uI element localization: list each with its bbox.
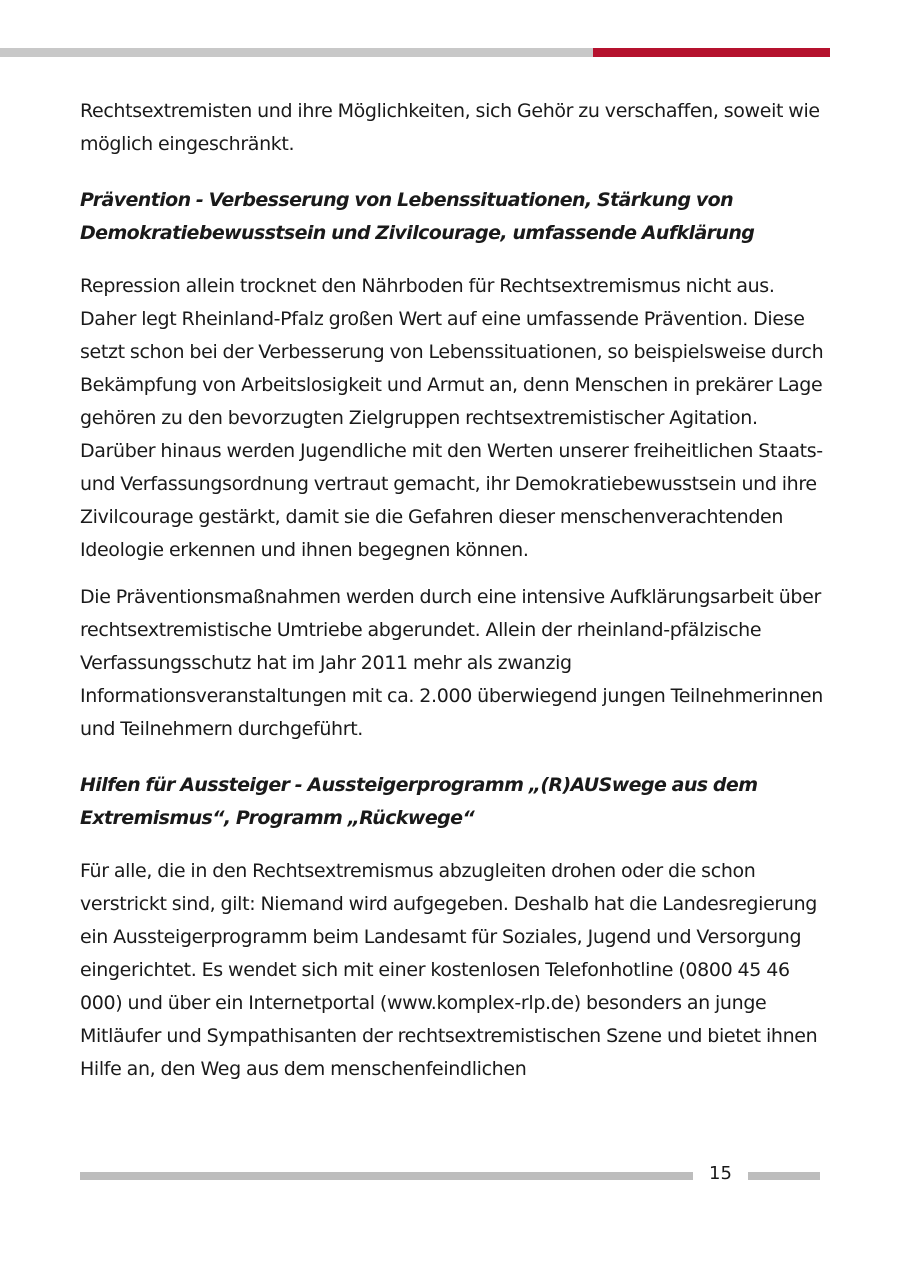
prevention-paragraph-1: Repression allein trocknet den Nährboden für Rechtsextremismus nicht aus. Daher legt Rheinland-Pfalz großen Wert auf eine umfassende Prävention. Diese setzt schon bei der Verbesserung von Lebenssituationen, so beispielsweise durch Bekämpfung von Arbeitslosigkeit und Armut an, denn Menschen in prekärer Lage gehören zu den bevorzugten Zielgruppen rechtsextremistischer Agitation. (80, 275, 824, 429)
prevention-paragraph-3: Die Präventionsmaßnahmen werden durch eine intensive Aufklärungsarbeit über rechtsextremistische Umtriebe abgerundet. Allein der rheinland-pfälzische Verfassungsschutz hat im Jahr 2011 mehr als zwanzig Informationsveranstaltungen mit ca. 2.000 überwiegend jungen Teilnehmerinnen und Teilnehmern durchgeführt. (80, 586, 823, 740)
section-heading-prevention: Prävention - Verbesserung von Lebenssituationen, Stärkung von Demokratiebewusstsein und Zivilcourage, umfassende Aufklärung (80, 189, 755, 244)
footer-rule-right (748, 1172, 820, 1180)
section-heading-exit-programs: Hilfen für Aussteiger - Aussteigerprogramm „(R)AUSwege aus dem Extremismus“, Programm „Rückwege“ (80, 774, 758, 829)
prevention-paragraph-2: Darüber hinaus werden Jugendliche mit den Werten unserer freiheitlichen Staats- und Verfassungsordnung vertraut gemacht, ihr Demokratiebewusstsein und ihre Zivilcourage gestärkt, damit sie die Gefahren dieser menschenverachtenden Ideologie erkennen und ihnen begegnen können. (80, 440, 823, 561)
footer-rule-left (80, 1172, 693, 1180)
page-number: 15 (709, 1163, 732, 1184)
header-rule-gray (0, 48, 593, 57)
page-body (80, 95, 825, 1086)
exit-paragraph-1: Für alle, die in den Rechtsextremismus abzugleiten drohen oder die schon verstrickt sind, gilt: Niemand wird aufgegeben. Deshalb hat die Landesregierung ein Aussteigerprogramm beim Landesamt für Soziales, Jugend und Versorgung eingerichtet. Es wendet sich mit einer kostenlosen Telefonhotline (0800 45 46 000) und über ein Internetportal (www.komplex-rlp.de) besonders an junge Mitläufer und Sympathisanten der rechtsextremistischen Szene und bietet ihnen Hilfe an, den Weg aus dem menschenfeindlichen (80, 860, 818, 1080)
intro-paragraph: Rechtsextremisten und ihre Möglichkeiten, sich Gehör zu verschaffen, soweit wie möglich eingeschränkt. (80, 100, 820, 155)
header-rule-accent (593, 48, 830, 57)
